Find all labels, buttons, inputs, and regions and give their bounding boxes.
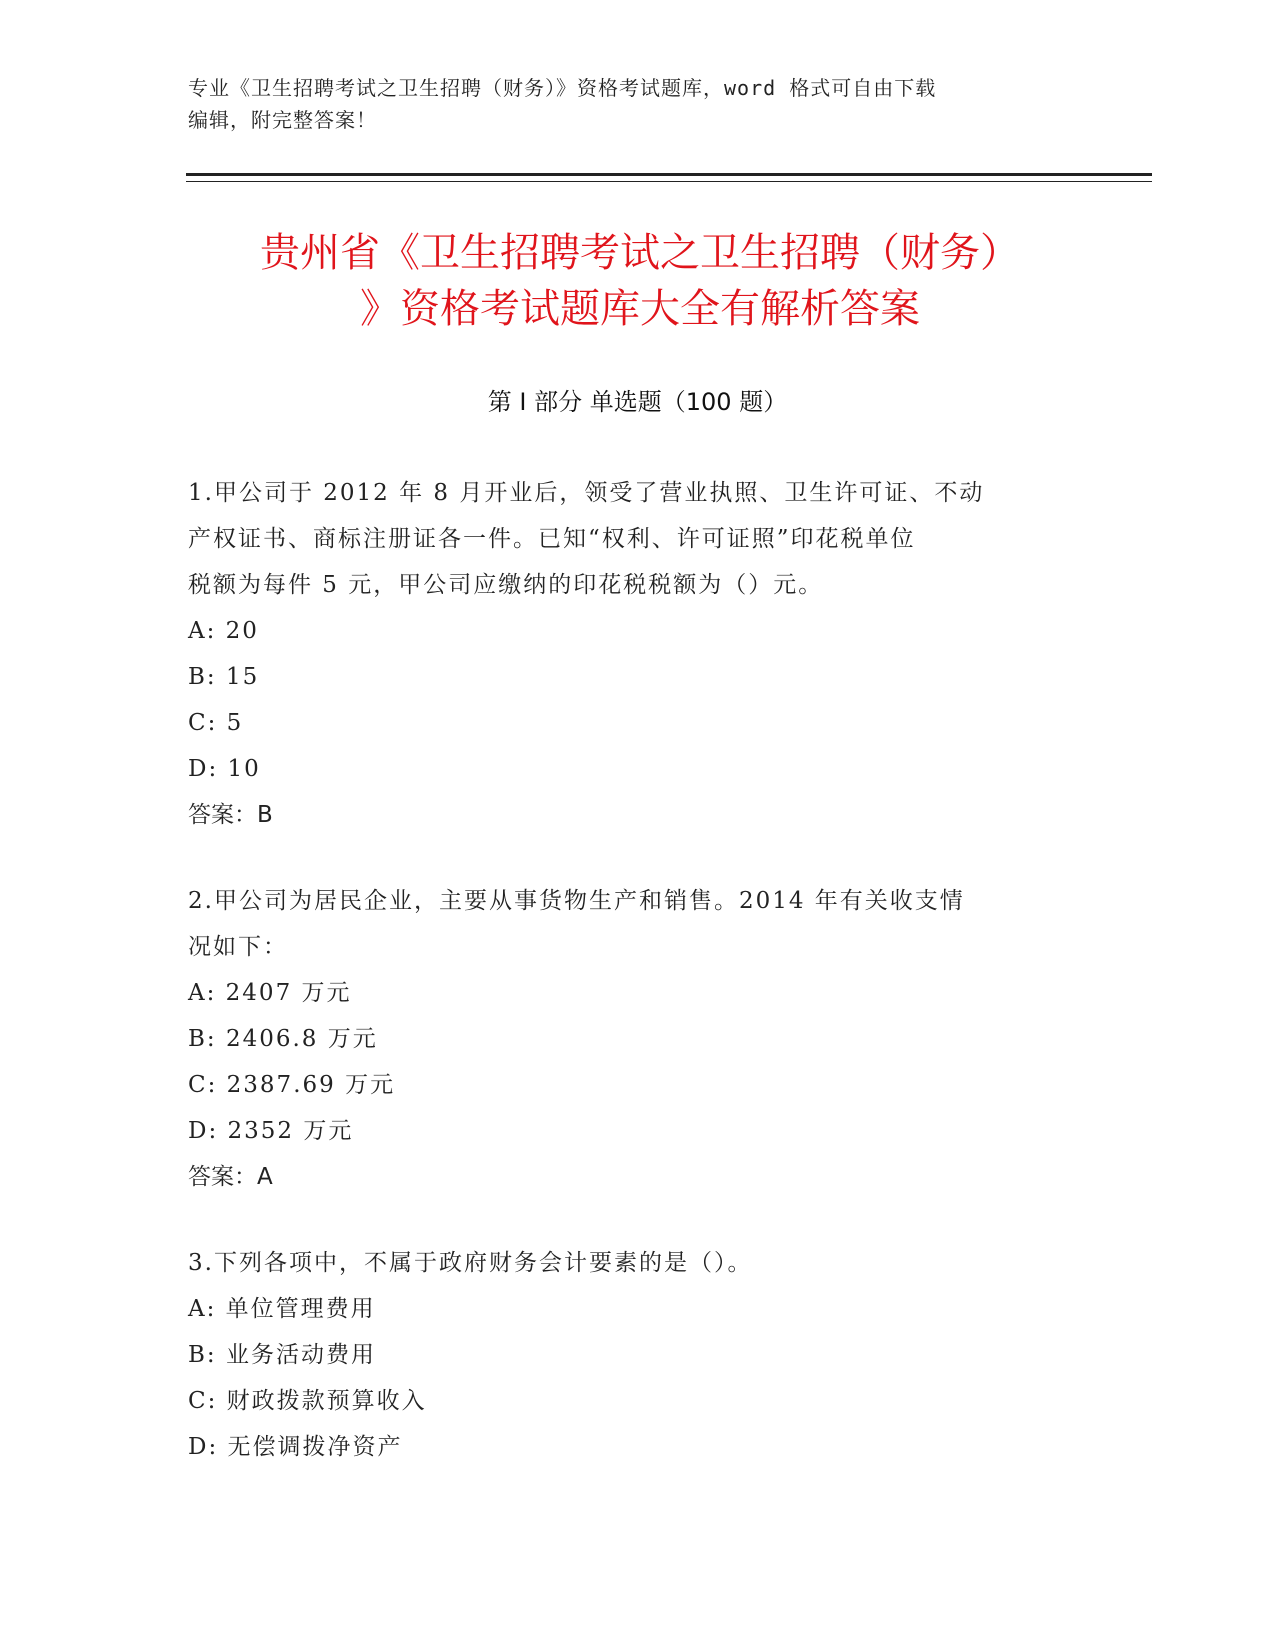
question-stem-line: 2.甲公司为居民企业，主要从事货物生产和销售。2014 年有关收支情 — [188, 888, 965, 914]
header-divider-thin — [186, 181, 1152, 182]
document-title — [150, 225, 1130, 337]
section-heading: 第 I 部分 单选题（100 题） — [487, 388, 788, 416]
question-stem-line: 3.下列各项中，不属于政府财务会计要素的是（）。 — [188, 1250, 753, 1276]
document-title-line: 》资格考试题库大全有解析答案 — [360, 286, 920, 332]
question-option-a: A: 单位管理费用 — [188, 1296, 376, 1322]
question-option-b: B: 2406.8 万元 — [188, 1026, 378, 1052]
question-option-d: D: 2352 万元 — [188, 1118, 354, 1144]
question-answer: 答案：B — [188, 802, 273, 828]
question-option-b: B: 15 — [188, 664, 260, 690]
question-2 — [188, 878, 1088, 1200]
header-note-line: 专业《卫生招聘考试之卫生招聘（财务）》资格考试题库，word 格式可自由下载 — [188, 76, 937, 100]
question-option-d: D: 无偿调拨净资产 — [188, 1434, 403, 1460]
question-stem-line: 产权证书、商标注册证各一件。已知“权利、许可证照”印花税单位 — [188, 526, 916, 552]
question-stem-line: 1.甲公司于 2012 年 8 月开业后，领受了营业执照、卫生许可证、不动 — [188, 480, 985, 506]
question-answer: 答案：A — [188, 1164, 273, 1190]
question-3 — [188, 1240, 1088, 1470]
header-note-line: 编辑，附完整答案！ — [188, 108, 377, 132]
header-divider-thick — [186, 173, 1152, 176]
question-option-d: D: 10 — [188, 756, 261, 782]
question-option-c: C: 2387.69 万元 — [188, 1072, 396, 1098]
question-stem-line: 况如下： — [188, 934, 288, 960]
question-option-a: A: 20 — [188, 618, 259, 644]
question-option-c: C: 5 — [188, 710, 244, 736]
question-option-b: B: 业务活动费用 — [188, 1342, 376, 1368]
header-note — [188, 72, 1088, 136]
document-title-line: 贵州省《卫生招聘考试之卫生招聘（财务） — [260, 230, 1020, 276]
question-stem-line: 税额为每件 5 元，甲公司应缴纳的印花税税额为（）元。 — [188, 572, 824, 598]
question-option-a: A: 2407 万元 — [188, 980, 352, 1006]
question-option-c: C: 财政拨款预算收入 — [188, 1388, 427, 1414]
question-1 — [188, 470, 1088, 838]
